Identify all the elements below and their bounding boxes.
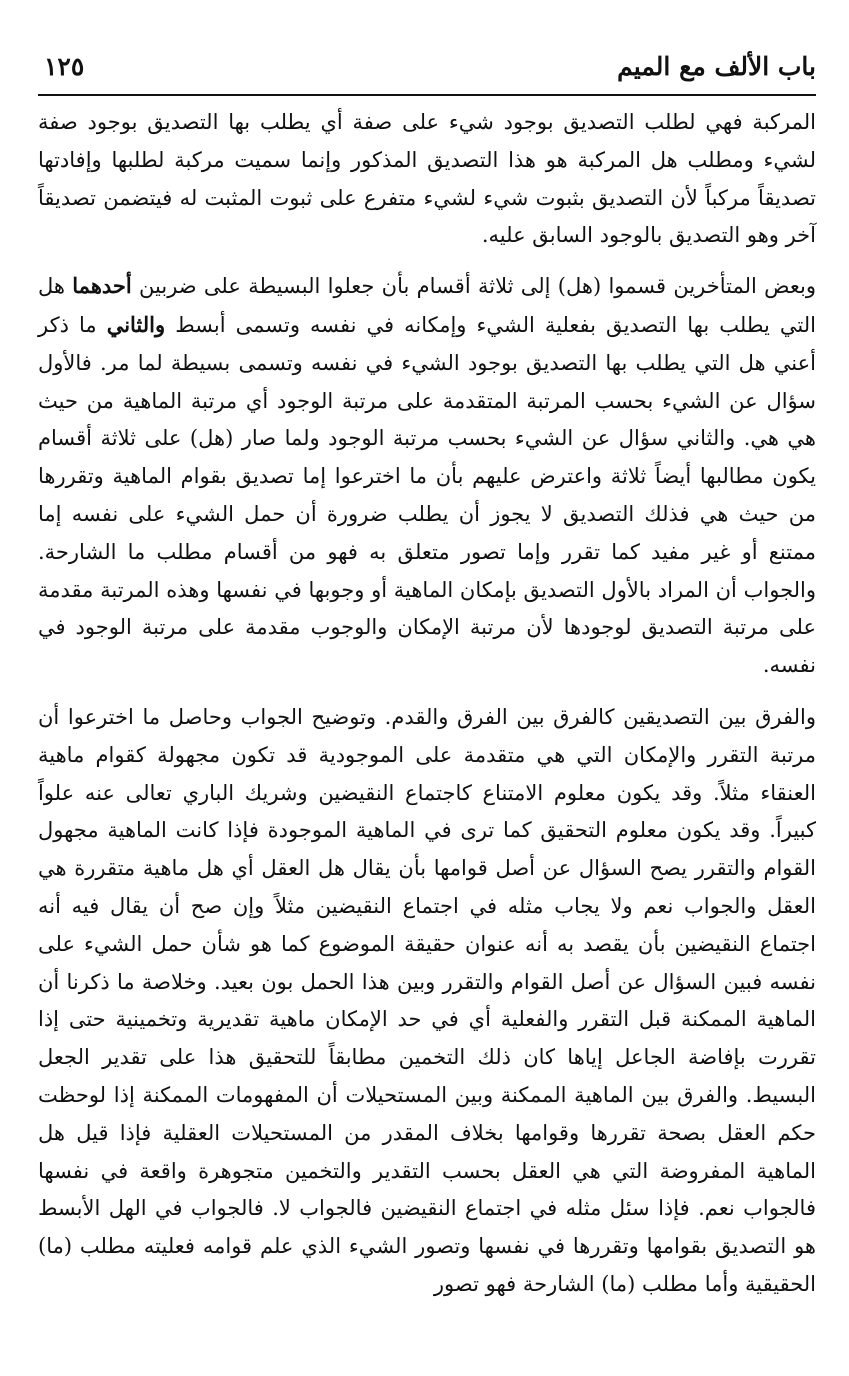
paragraph-2-text-3: ما ذكر أعني هل التي يطلب بها التصديق بوجود الشيء في نفسه وتسمى بسيطة لما مر. فالأول سؤال عن الشيء بحسب المرتبة المتقدمة على مرتبة الوجود أي مرتبة الماهية من حيث هي هي. والثاني سؤال عن الشيء بحسب مرتبة الوجود ولما صار (هل) على ثلاثة أقسام يكون مطالبها أيضاً ثلاثة واعترض عليهم بأن ما اخترعوا إما تصديق بقوام الماهية وتقررها من حيث هي فذلك التصديق لا يجوز أن يطلب ضرورة أن حمل الشيء على نفسه إما ممتنع أو غير مفيد كما تقرر وإما تصور متعلق به فهو من أقسام مطلب ما الشارحة. والجواب أن المراد بالأول التصديق بإمكان الماهية أو وجوبها في نفسها وهذه المرتبة مقدمة على مرتبة التصديق لوجودها لأن مرتبة الإمكان والوجوب مقدمة على مرتبة الوجود في نفسه. bbox=[38, 312, 816, 678]
page-header bbox=[38, 44, 816, 96]
paragraph-3: والفرق بين التصديقين كالفرق بين الفرق والقدم. وتوضيح الجواب وحاصل ما اخترعوا أن مرتبة التقرر والإمكان التي هي متقدمة على الموجودية قد تكون مجهولة كقوام ماهية العنقاء مثلاً. وقد يكون معلوم الامتناع كاجتماع النقيضين وشريك الباري تعالى عنه علواً كبيراً. وقد يكون معلوم التحقيق كما ترى في الماهية الموجودة فإذا كانت الماهية مجهول القوام والتقرر يصح السؤال عن أصل قوامها بأن يقال هل العقل أي هل ماهية متقررة هي العقل والجواب نعم ولا يجاب مثله في اجتماع النقيضين مثلاً وإن صح أن يقال فيه أنه اجتماع النقيضين بأن يقصد به أنه عنوان حقيقة الموضوع كما هو شأن حمل الشيء على نفسه فبين السؤال عن أصل القوام والتقرر وبين هذا الحمل بون بعيد. وخلاصة ما ذكرنا أن الماهية الممكنة قبل التقرر والفعلية أي في حد الإمكان ماهية تقديرية وتخمينية حتى إذا تقررت بإفاضة الجاعل إياها كان ذلك التخمين مطابقاً للتحقيق هذا على تقدير الجعل البسيط. والفرق بين الماهية الممكنة وبين المستحيلات أن المفهومات الممكنة إذا لوحظت حكم العقل بصحة تقررها وقوامها بخلاف المقدر من المستحيلات العقلية فإذا قيل هل الماهية المفروضة التي هي العقل بحسب التقدير والتخمين متجوهرة واقعة في نفسها فالجواب نعم. فإذا سئل مثله في اجتماع النقيضين فالجواب لا. فالجواب في الهل الأبسط هو التصديق بقوامها وتقررها في نفسها وتصور الشيء الذي علم قوامه فعليته مطلب (ما) الحقيقية وأما مطلب (ما) الشارحة فهو تصور bbox=[38, 704, 816, 1296]
paragraph-2-text-1: وبعض المتأخرين قسموا (هل) إلى ثلاثة أقسام بأن جعلوا البسيطة على ضربين bbox=[131, 274, 816, 299]
body-text bbox=[38, 96, 816, 1304]
paragraph-2-text-2: هل التي يطلب بها التصديق بفعلية الشيء وإمكانه في نفسه وتسمى أبسط bbox=[38, 274, 816, 337]
page-number: ١٢٥ bbox=[44, 52, 85, 81]
paragraph-1: المركبة فهي لطلب التصديق بوجود شيء على صفة أي يطلب بها التصديق بوجود صفة لشيء ومطلب هل المركبة هو هذا التصديق المذكور وإنما سميت مركبة لطلبها وإفادتها تصديقاً مركباً لأن التصديق بثبوت شيء لشيء متفرع على ثبوت المثبت له فيتضمن تصديقاً آخر وهو التصديق بالوجود السابق عليه. bbox=[38, 110, 816, 248]
document-page bbox=[38, 44, 816, 1344]
paragraph-2-bold-1: أحدهما bbox=[72, 273, 132, 299]
paragraph-2-bold-2: والثاني bbox=[106, 311, 166, 337]
paragraph-2 bbox=[38, 267, 816, 685]
chapter-title: باب الألف مع الميم bbox=[617, 52, 816, 81]
